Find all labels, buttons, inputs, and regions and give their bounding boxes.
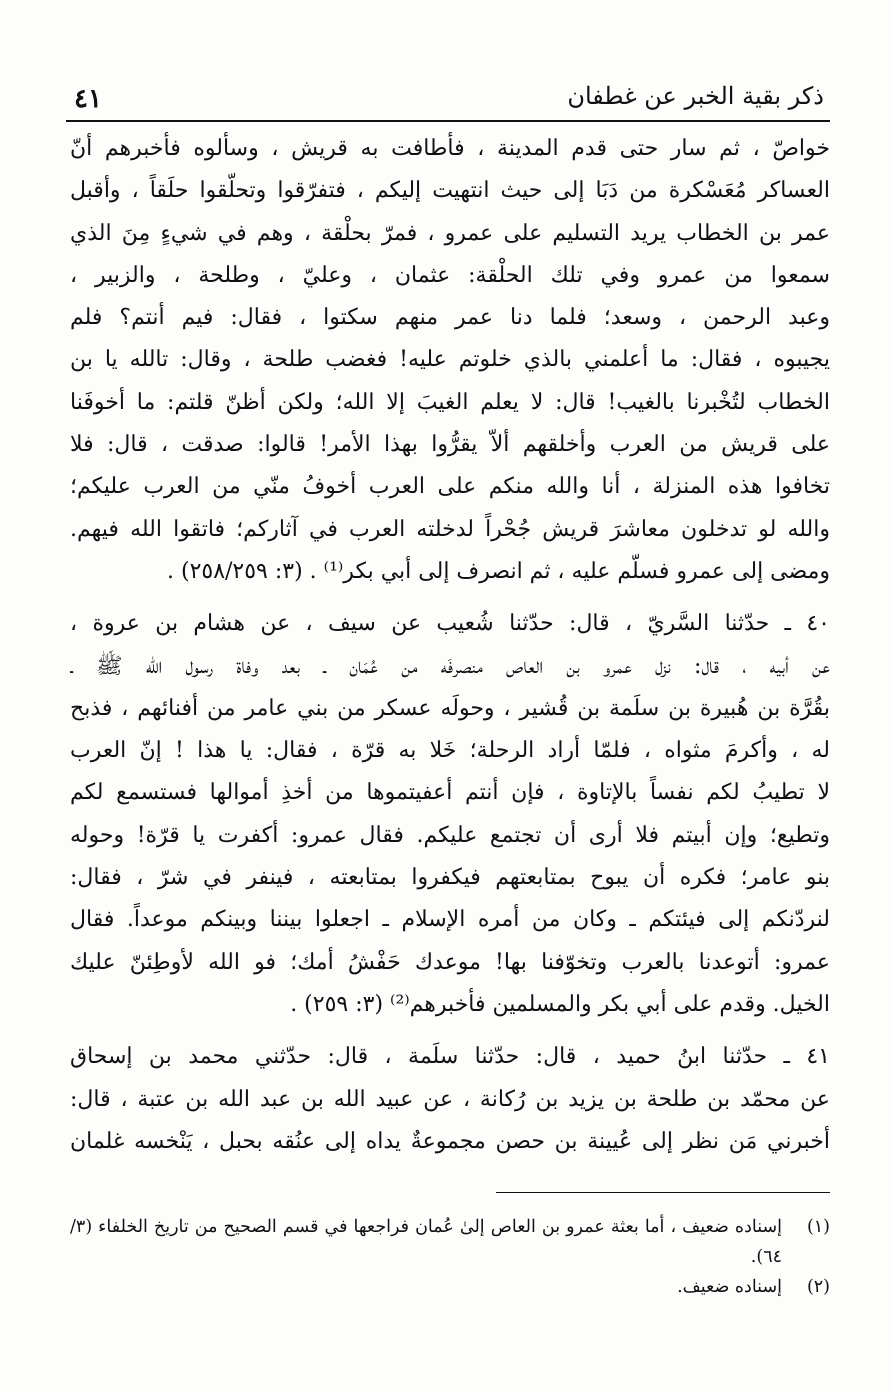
text-line: الخيل. وقدم على أبي بكر والمسلمين فأخبرهم⁽²⁾ (٣: ٢٥٩) . xyxy=(290,991,830,1017)
text-line: عن أبيه ، قال: نزل عمرو بن العاص منصرفَه من عُمَان ـ بعد وفاة رسول الله ﷺ ـ xyxy=(70,653,830,679)
text-line: عمرو: أتوعدنا بالعرب وتخوّفنا بها! موعدك حَفْشُ أمك؛ فو الله لأوطِئنّ عليك xyxy=(70,949,830,975)
running-title: ذكر بقية الخبر عن غطفان xyxy=(567,82,824,110)
text-line: يجيبوه ، فقال: ما أعلمني بالذي خلوتم عليه! فغضب طلحة ، وقال: تالله يا بن xyxy=(70,347,830,373)
text-line: ومضى إلى عمرو فسلّم عليه ، ثم انصرف إلى أبي بكر⁽¹⁾ . (٣: ٢٥٨/٢٥٩) . xyxy=(166,558,830,584)
text-line: سمعوا من عمرو وفي تلك الحلْقة: عثمان ، وعليّ ، وطلحة ، والزبير ، xyxy=(70,262,830,288)
footnote-2 xyxy=(70,1272,830,1302)
text-line: العساكر مُعَسْكرة من دَبَا إلى حيث انتهيت إليكم ، فتفرّقوا وتحلّقوا حلَقاً ، وأقبل xyxy=(70,178,830,204)
text-line: عن محمّد بن طلحة بن يزيد بن رُكانة ، عن عبيد الله بن عبد الله بن عتبة ، قال: xyxy=(70,1086,830,1112)
text-line: بنو عامر؛ فكره أن يبوح بمتابعتهم فيكفروا بمتابعته ، فينفر في شرّ ، فقال: xyxy=(70,865,830,891)
header-rule xyxy=(66,120,830,122)
text-line: والله لو تدخلون معاشرَ قريش جُحْراً لدخلته العرب في آثاركم؛ فاتقوا الله فيهم. xyxy=(70,516,830,542)
text-line: أخبرني مَن نظر إلى عُيينة بن حصن مجموعةٌ يداه إلى عنُقه بحبل ، يَنْخسه غلمان xyxy=(70,1128,830,1154)
text-line: لنردّنكم إلى فيئتكم ـ وكان من أمره الإسلام ـ اجعلوا بيننا وبينكم موعداً. فقال xyxy=(70,907,830,933)
text-line: بقُرَّة بن هُبيرة بن سلَمة بن قُشير ، وحولَه عسكر من بني عامر من أفنائهم ، فذبح xyxy=(70,695,830,721)
text-line: الخطاب لتُخْبرنا بالغيب! قال: لا يعلم الغيبَ إلا الله؛ ولكن أظنّ قلتم: ما أخوفَنا xyxy=(70,389,830,415)
paragraph-41 xyxy=(70,1036,830,1163)
footnote-text: إسناده ضعيف ، أما بعثة عمرو بن العاص إلىٰ عُمان فراجعها في قسم الصحيح من تاريخ الخلفاء (٣/ ٦٤). xyxy=(70,1217,782,1267)
paragraph-40 xyxy=(70,603,830,1026)
footnote-text: إسناده ضعيف. xyxy=(677,1277,782,1297)
text-line: وعبد الرحمن ، وسعد؛ فلما دنا عمر منهم سكتوا ، فقال: فيم أنتم؟ فلم xyxy=(70,305,830,331)
text-line: خواصّ ، ثم سار حتى قدم المدينة ، فأطافت به قريش ، وسألوه فأخبرهم أنّ xyxy=(70,136,830,161)
body-text xyxy=(70,128,830,1163)
text-line: ٤١ ـ حدّثنا ابنُ حميد ، قال: حدّثنا سلَمة ، قال: حدّثني محمد بن إسحاق xyxy=(70,1044,830,1070)
text-line: عمر بن الخطاب يريد التسليم على عمرو ، فمرّ بحلْقة ، وهم في شيءٍ مِنَ الذي xyxy=(70,220,830,246)
footnote-number: (٢) xyxy=(806,1277,830,1297)
text-line: على قريش من العرب وأخلقهم ألاّ يقرُّوا بهذا الأمر! قالوا: صدقت ، قال: فلا xyxy=(70,432,830,458)
text-line: وتطيع؛ وإن أبيتم فلا أرى أن تجتمع عليكم. فقال عمرو: أكفرت يا قرّة! وحوله xyxy=(70,822,830,848)
text-line: له ، وأكرمَ مثواه ، فلمّا أراد الرحلة؛ خَلا به قرّة ، فقال: يا هذا ! إنّ العرب xyxy=(70,738,830,764)
page-number: ٤١ xyxy=(74,84,102,114)
text-line: ٤٠ ـ حدّثنا السَّريّ ، قال: حدّثنا شُعيب عن سيف ، عن هشام بن عروة ، xyxy=(70,611,830,637)
text-line: تخافوا هذه المنزلة ، أنا والله منكم على العرب أخوفُ منّي من العرب عليكم؛ xyxy=(70,474,830,500)
page-header xyxy=(66,78,830,118)
text-line: لا تطيبُ لكم نفساً بالإتاوة ، فإن أنتم أعفيتموها من أخذِ أموالها فستسمع لكم xyxy=(70,780,830,806)
paragraph-1 xyxy=(70,128,830,593)
footnote-number: (١) xyxy=(806,1217,830,1237)
footnotes xyxy=(70,1212,830,1302)
footnote-rule xyxy=(496,1192,830,1193)
footnote-1 xyxy=(70,1212,830,1272)
